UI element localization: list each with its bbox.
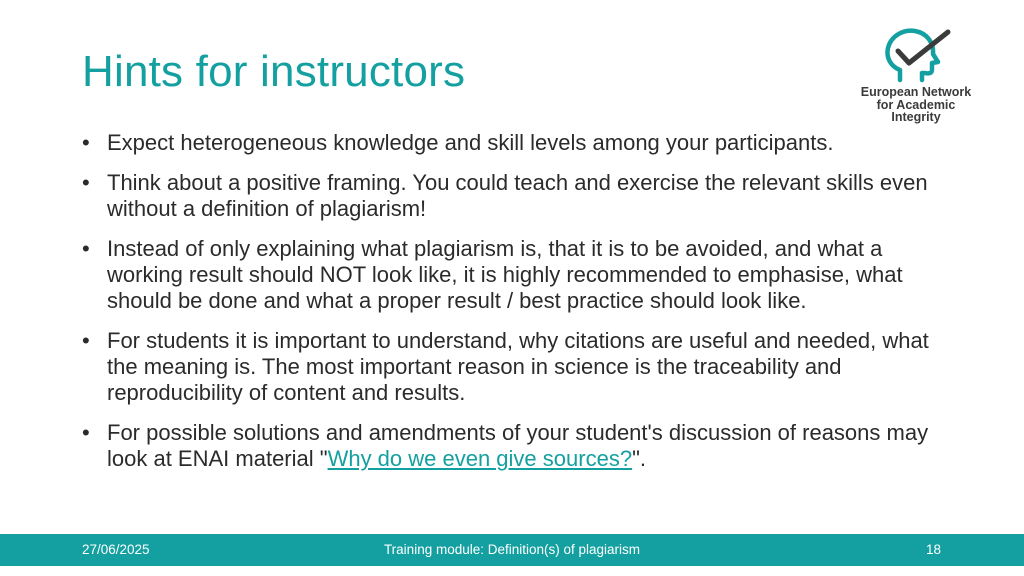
bullet-dot: • xyxy=(82,130,90,155)
bullet-item xyxy=(82,170,942,222)
bullet-text-before-link: For possible solutions and amendments of your student's discussion of reasons may look at ENAI material " xyxy=(107,420,929,471)
logo-line-1: European Network xyxy=(860,85,972,99)
bullet-text: Instead of only explaining what plagiarism is, that it is to be avoided, and what a working result should NOT look like, it is highly recommended to emphasise, what should be done and what a proper result / best practice should look like. xyxy=(107,236,903,313)
bullet-item xyxy=(82,420,942,472)
bullet-dot: • xyxy=(82,420,90,445)
footer-bar xyxy=(0,534,1024,566)
enai-logo xyxy=(846,26,986,130)
bullet-dot: • xyxy=(82,328,90,353)
logo-line-3: Integrity xyxy=(891,110,941,124)
bullet-text: For students it is important to understand, why citations are useful and needed, what the meaning is. The most important reason in science is the traceability and reproducibility of content and results. xyxy=(107,328,929,405)
footer-module-title: Training module: Definition(s) of plagiarism xyxy=(383,542,641,557)
bullet-item xyxy=(82,328,942,406)
slide-title: Hints for instructors xyxy=(82,47,466,96)
bullet-item xyxy=(82,130,942,156)
bullet-text-after-link: ". xyxy=(632,446,646,471)
bullet-text: Expect heterogeneous knowledge and skill levels among your participants. xyxy=(107,130,834,155)
footer-date: 27/06/2025 xyxy=(82,542,150,557)
bullet-list xyxy=(82,130,942,486)
bullet-dot: • xyxy=(82,170,90,195)
head-with-checkmark-icon xyxy=(876,26,956,84)
logo-line-2: for Academic xyxy=(876,97,956,112)
logo-text xyxy=(846,86,986,124)
enai-sources-link[interactable]: Why do we even give sources? xyxy=(327,446,633,471)
bullet-item xyxy=(82,236,942,314)
bullet-dot: • xyxy=(82,236,90,261)
footer-page-number: 18 xyxy=(926,542,942,557)
bullet-text: Think about a positive framing. You could teach and exercise the relevant skills even without a definition of plagiarism! xyxy=(107,170,928,221)
